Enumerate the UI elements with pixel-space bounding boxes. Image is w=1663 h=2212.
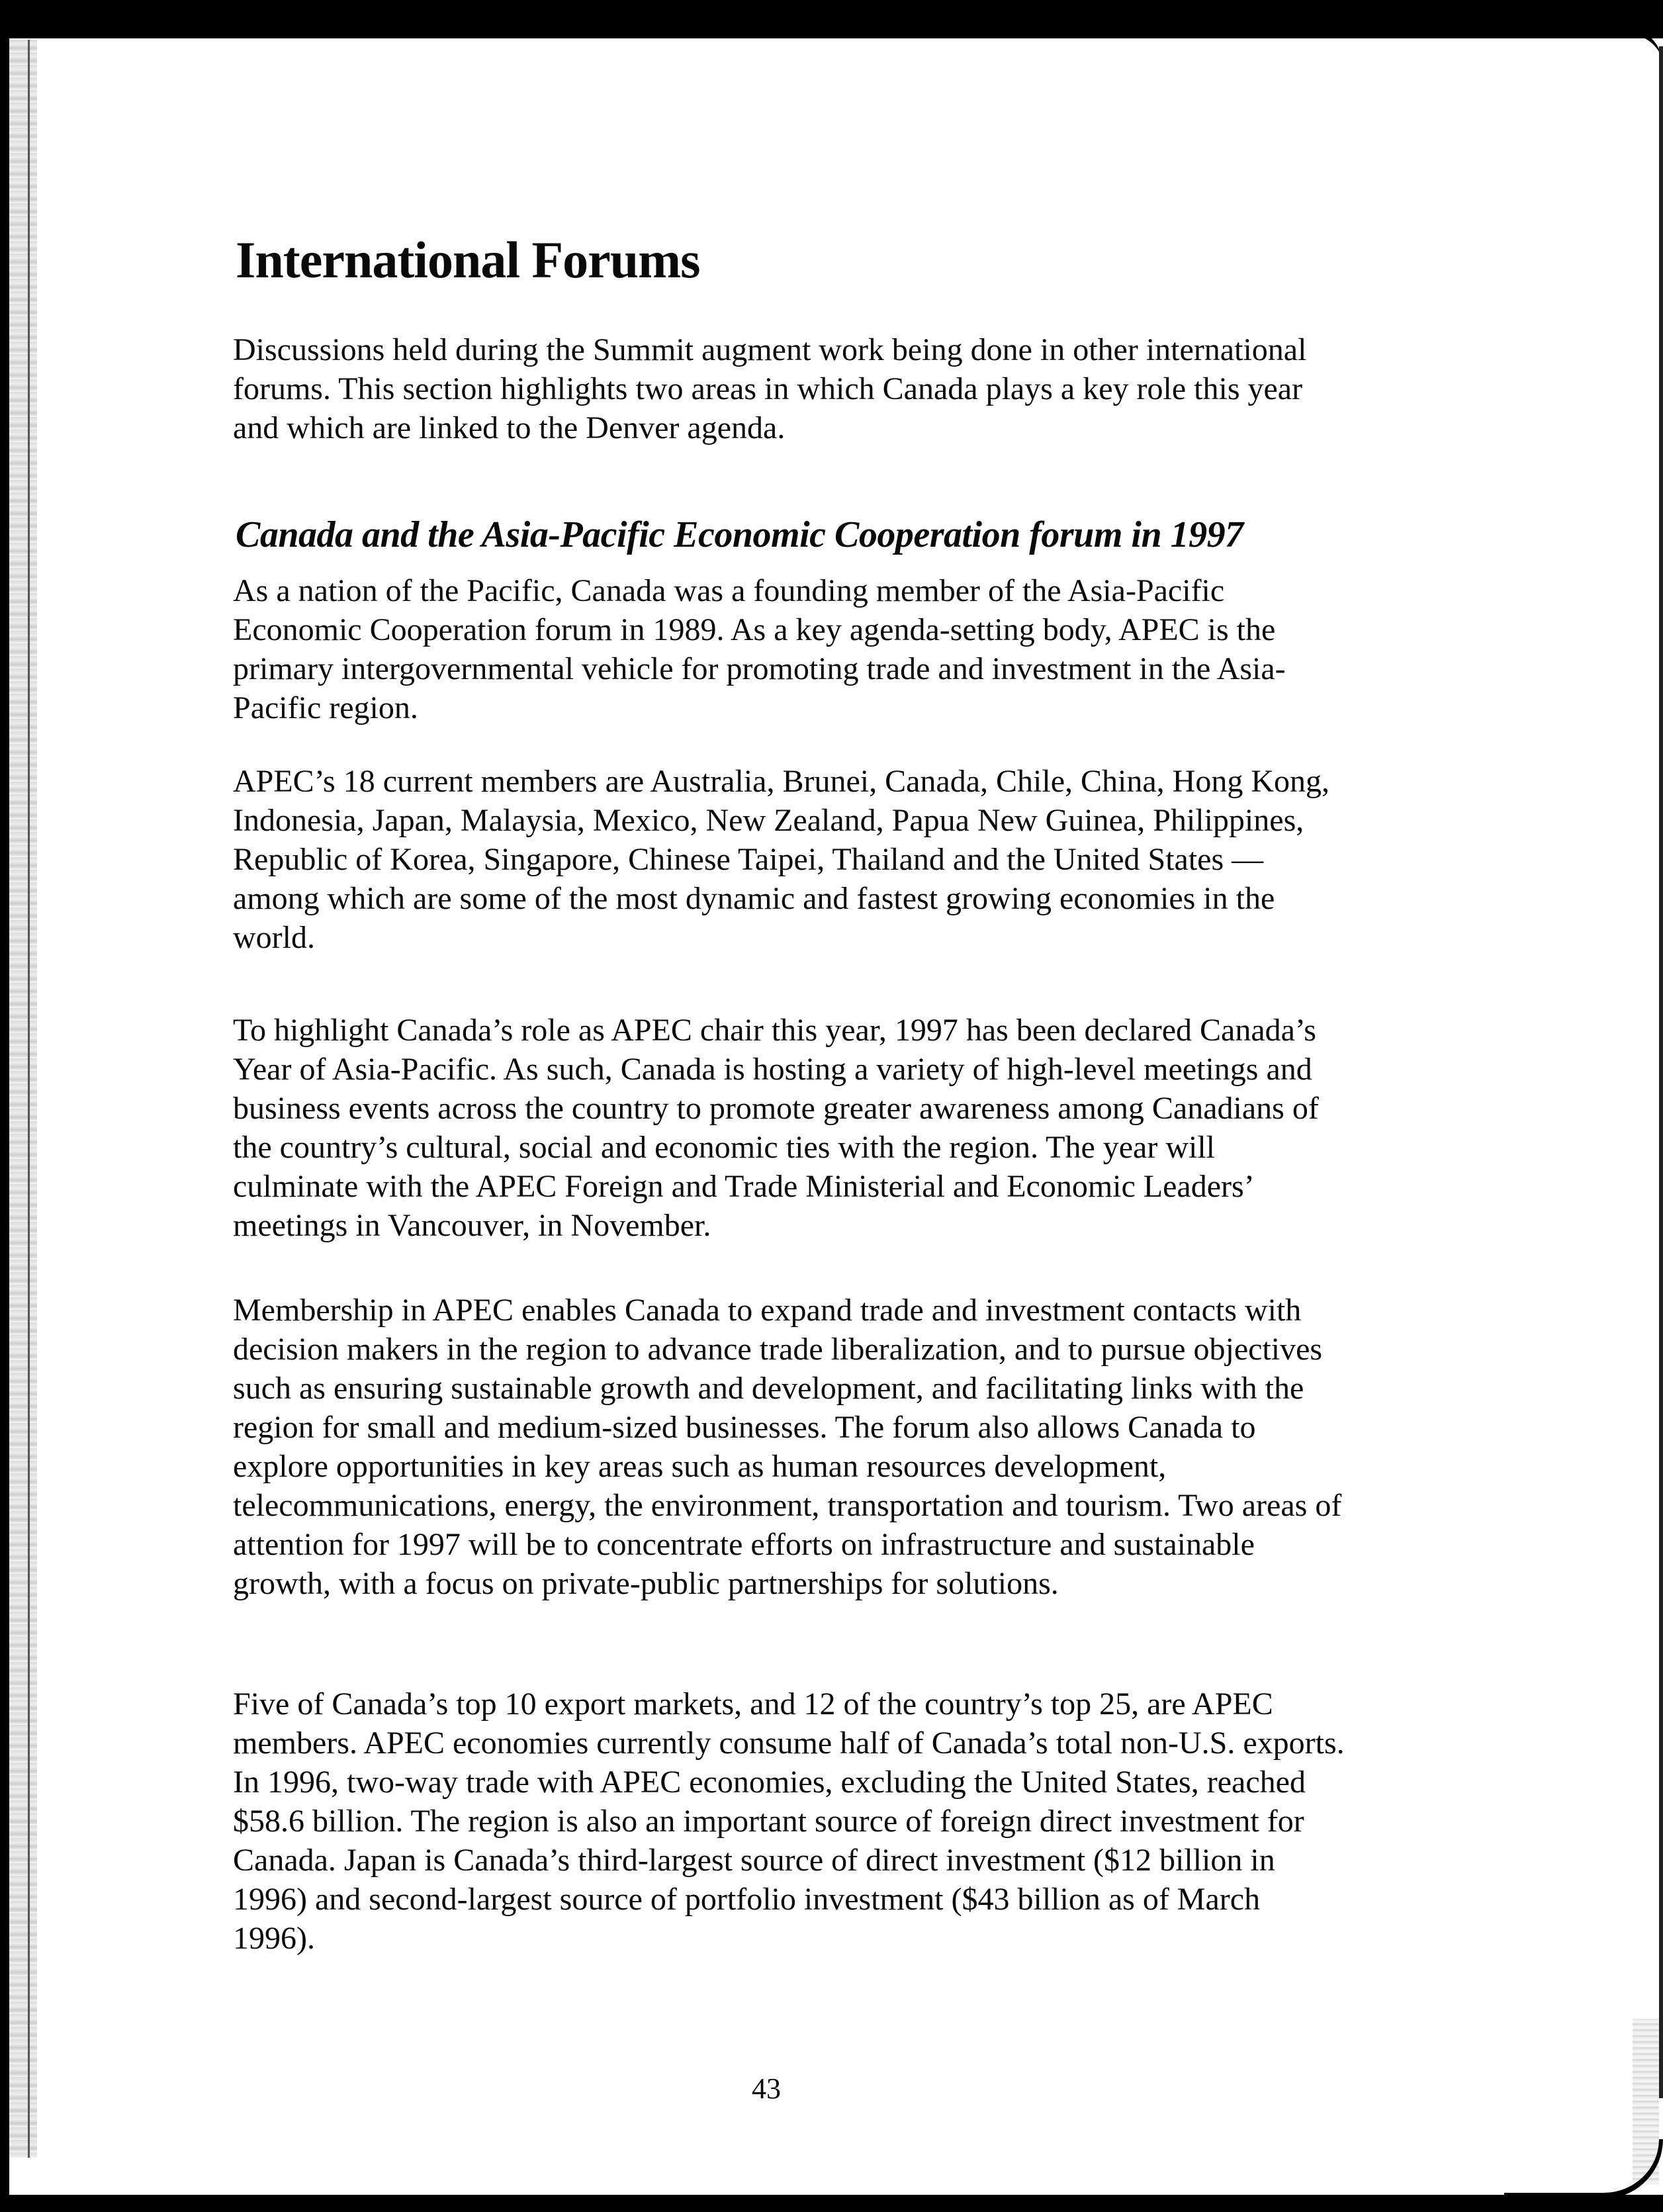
scan-border-bottom: [0, 2195, 1663, 2212]
body-paragraph-3: To highlight Canada’s role as APEC chair this year, 1997 has been declared Canada’s Year of Asia-Pacific. As such, Canada is hosting a variety of high-level meetings and business events across the country to promote greater awareness among Canadians of the country’s cultural, social and economic ties with the region. The year will culminate with the APEC Foreign and Trade Ministerial and Economic Leaders’ meetings in Vancouver, in November.: [233, 1013, 1319, 1243]
scan-binding-edge: [28, 40, 30, 2158]
intro-paragraph: Discussions held during the Summit augment work being done in other international forums. This section highlights two areas in which Canada plays a key role this year and which are linked to the Denver agenda.: [233, 332, 1307, 445]
scan-binding-shadow: [9, 40, 37, 2158]
scan-border-right: [1659, 46, 1663, 2098]
body-paragraph-5: Five of Canada’s top 10 export markets, and 12 of the country’s top 25, are APEC members. APEC economies currently consume half of Canada’s total non-U.S. exports. In 1996, two-way trade with APEC economies, excluding the United States, reached $58.6 billion. The region is also an important source of foreign direct investment for Canada. Japan is Canada’s third-largest source of direct investment ($12 billion in 1996) and second-largest source of portfolio investment ($43 billion as of March 1996).: [233, 1686, 1345, 1956]
scan-page-curl-bottom: [1504, 2139, 1663, 2199]
body-paragraph-4: Membership in APEC enables Canada to expand trade and investment contacts with decision makers in the region to advance trade liberalization, and to pursue objectives such as ensuring sustainable growth and development, and facilitating links with the region for small and medium-sized businesses. The forum also allows Canada to explore opportunities in key areas such as human resources development, telecommunications, energy, the environment, transportation and tourism. Two areas of attention for 1997 will be to concentrate efforts on infrastructure and sustainable growth, with a focus on private-public partnerships for solutions.: [233, 1293, 1342, 1601]
page-title: International Forums: [236, 231, 700, 289]
section-heading: Canada and the Asia-Pacific Economic Cooperation forum in 1997: [236, 514, 1243, 555]
scan-border-left: [0, 0, 9, 2212]
scan-border-top: [0, 0, 1663, 38]
body-paragraph-2: APEC’s 18 current members are Australia, Brunei, Canada, Chile, China, Hong Kong, Indonesia, Japan, Malaysia, Mexico, New Zealand, Papua New Guinea, Philippines, Republic of Korea, Singapore, Chinese Taipei, Thailand and the United States — among which are some of the most dynamic and fastest growing economies in the world.: [233, 764, 1330, 955]
scan-page-curl-top: [1464, 26, 1663, 66]
page-number: 43: [752, 2072, 781, 2105]
body-paragraph-1: As a nation of the Pacific, Canada was a founding member of the Asia-Pacific Economic Cooperation forum in 1989. As a key agenda-setting body, APEC is the primary intergovernmental vehicle for promoting trade and investment in the Asia-Pacific region.: [233, 573, 1286, 725]
